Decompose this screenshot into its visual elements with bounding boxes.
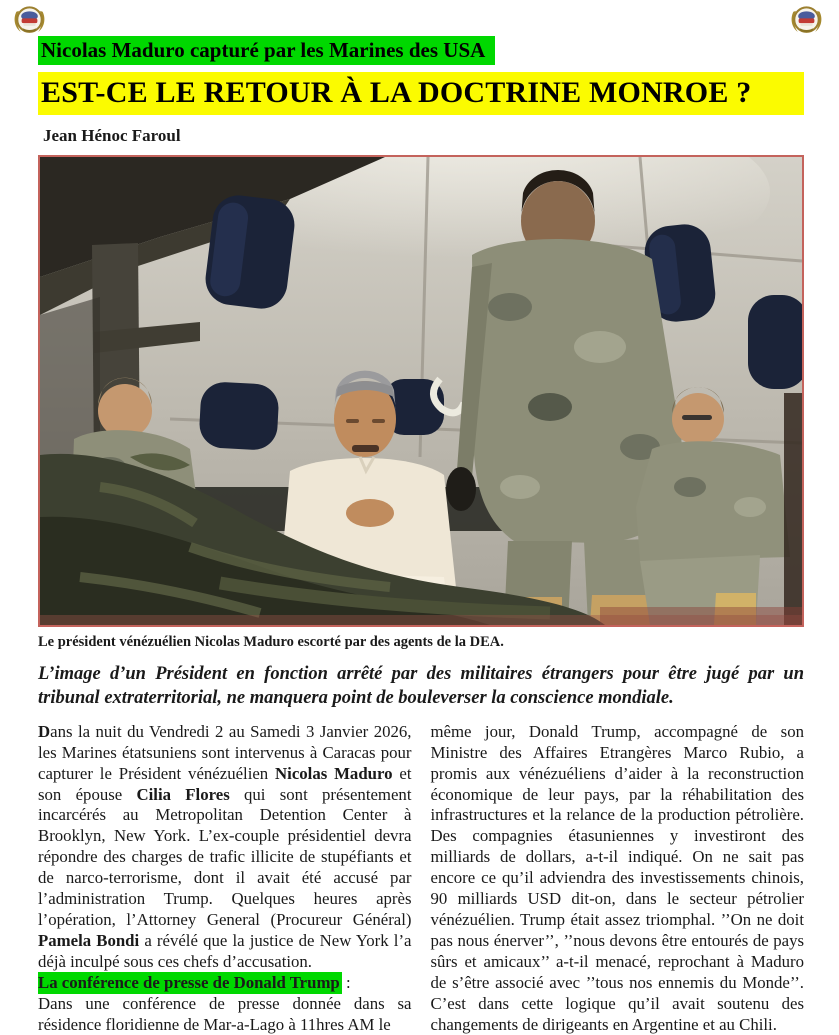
coat-of-arms-seal [789,3,824,36]
section-subhead: La conférence de presse de Donald Trump : [38,972,351,992]
article-column-right [431,722,805,1035]
article-body [38,722,804,1035]
coat-of-arms-seal [12,3,47,36]
doorframe [784,393,802,625]
article-page [38,36,804,1035]
paragraph-press-conference: Dans une conférence de presse donnée dans sa résidence floridienne de Mar-a-Lago à 11hres AM le [38,993,412,1034]
author-byline: Jean Hénoc Faroul [43,126,181,146]
photo-caption: Le président vénézuélien Nicolas Maduro escorté par des agents de la DEA. [38,634,504,651]
paragraph-intro: Dans la nuit du Vendredi 2 au Samedi 3 Janvier 2026, les Marines étatsuniens sont intervenus à Caracas pour capturer le Président vénézuélien Nicolas Maduro et son épouse Cilia Flores qui sont présentement incarcérés au Metropolitan Detention Center à Brooklyn, New York. L’ex-couple présidentiel devra répondre des charges de trafic illicite de stupéfiants et de narco-terrorisme, dont il avait été accusé par l’administration Trump. Quelques heures après l’opération, l’Attorney General (Procureur Général) Pamela Bondi a révélé que la justice de New York l’a déjà inculpé sous ces chefs d’accusation. [38,721,412,971]
article-photo [38,155,804,627]
photo-bottom-blur [600,607,802,625]
article-column-left [38,722,412,1035]
main-headline: EST-CE LE RETOUR À LA DOCTRINE MONROE ? [38,72,804,115]
photo-illustration [40,157,802,625]
paragraph-continuation: même jour, Donald Trump, accompagné de son Ministre des Affaires Etrangères Marco Rubio, a promis aux vénézuéliens d’aider à la reconstruction économique de leur pays, par la réhabilitation des infrastructures et la relance de la production pétrolière. Des compagnies étasuniennes y investiront des milliards de dollars, a-t-il indiqué. On ne sait pas encore ce qu’il adviendra des investissements chinois, 90 milliards USD dit-on, dans le secteur pétrolier vénézuélien. Trump était assez triomphal. ’’On ne doit pas nous énerver’’, ’’nous devons être entourés de pays sûrs et amicaux’’ a-t-il menacé, reprochant à Maduro de s’être associé avec ’’tous nos ennemis du Monde’’. C’est dans cette logique qu’il avait soutenu des changements de dirigeants en Argentine et au Chili. [430,721,804,1034]
lead-paragraph: L’image d’un Président en fonction arrêté par des militaires étrangers pour être jugé par un tribunal extraterritorial, ne manquera point de bouleverser la conscience mondiale. [38,664,804,708]
kicker-headline: Nicolas Maduro capturé par les Marines des USA [38,36,495,65]
